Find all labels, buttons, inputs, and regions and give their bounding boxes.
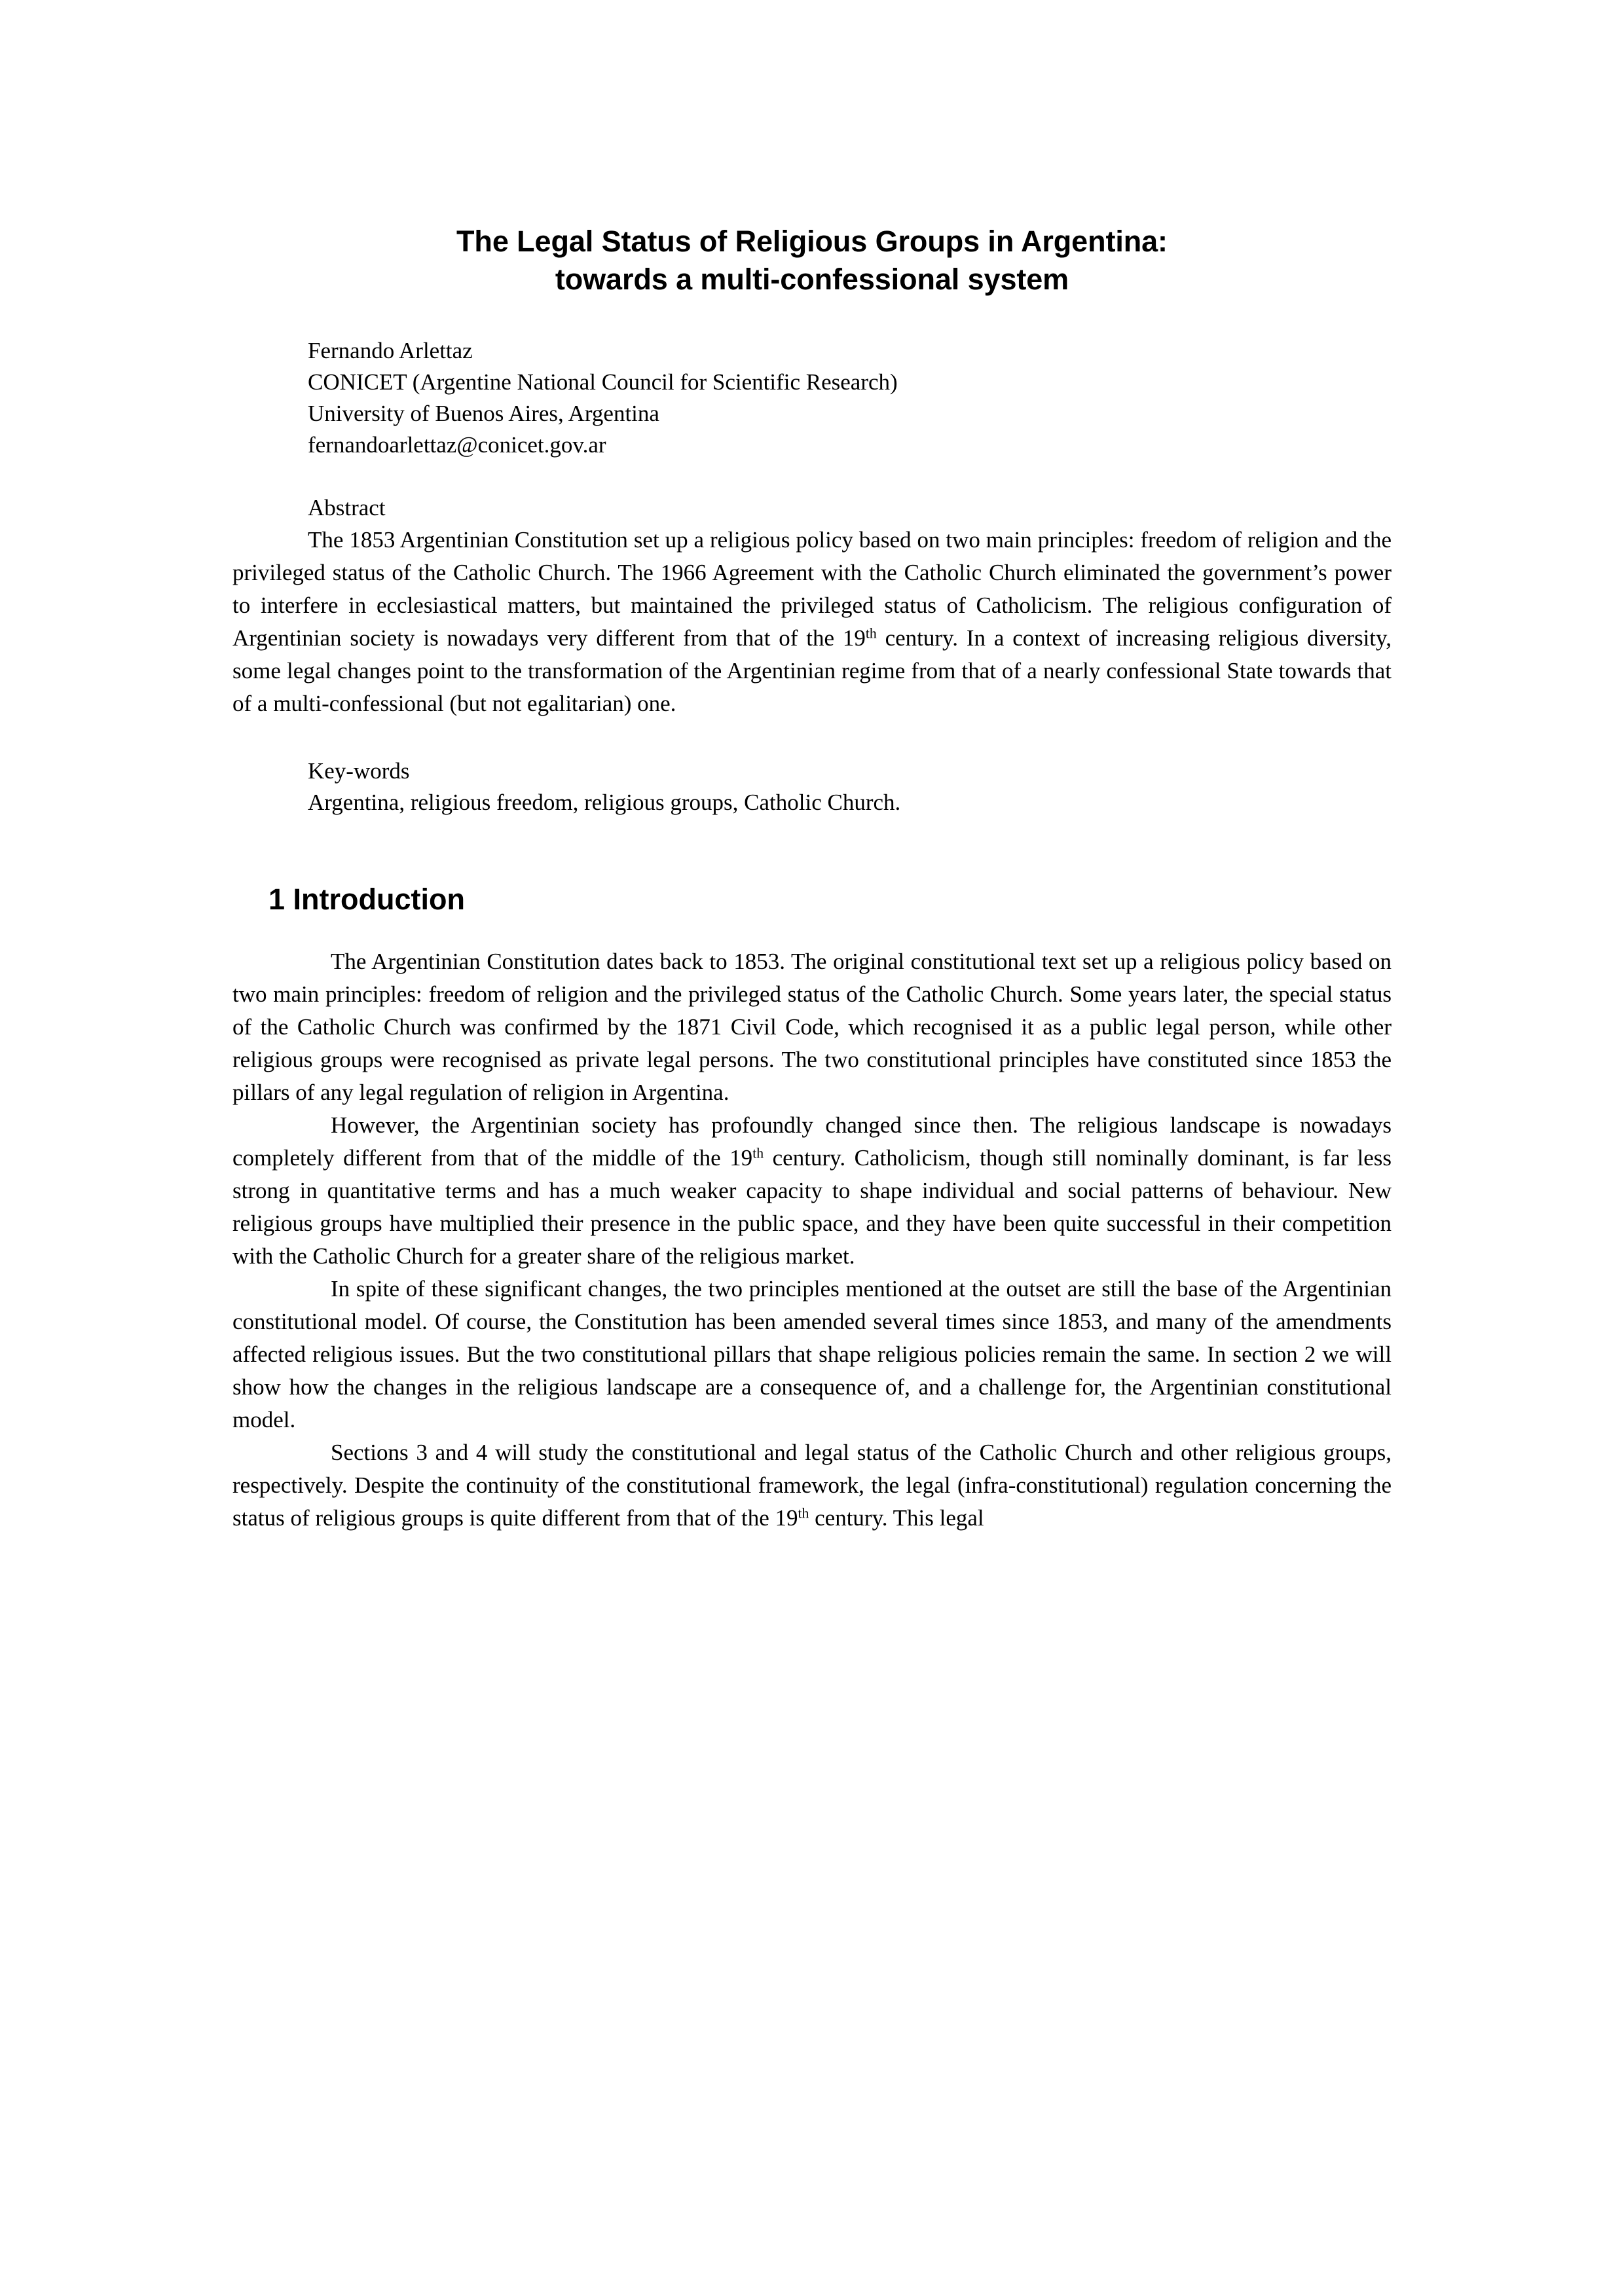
body-paragraph-2-part-2: century. Catholicism, though still nominally dominant, is far less strong in quantitative terms and has a much weaker capacity to shape individual and social patterns of behaviour. New religious groups have multiplied their presence in the public space, and they have been quite successful in their competition with the Catholic Church for a greater share of the religious market. xyxy=(232,1145,1392,1269)
abstract-ordinal-suffix: th xyxy=(865,625,877,642)
body-paragraph-2 xyxy=(232,1109,1392,1273)
paper-title xyxy=(232,223,1392,299)
abstract-text-part-2: century. In a context of increasing religious diversity, some legal changes point to the transformation of the Argentinian regime from that of a nearly confessional State towards that of a multi-confessional (but not egalitarian) one. xyxy=(232,625,1392,716)
author-name: Fernando Arlettaz xyxy=(308,338,473,363)
section-introduction-body xyxy=(232,945,1392,1535)
paper-title-line-1: The Legal Status of Religious Groups in Argentina: xyxy=(456,225,1168,258)
body-paragraph-2-part-1: However, the Argentinian society has profoundly changed since then. The religious landscape is nowadays completely different from that of the middle of the 19 xyxy=(232,1112,1392,1171)
body-paragraph-4-ordinal-suffix: th xyxy=(798,1505,809,1522)
body-paragraph-3 xyxy=(232,1273,1392,1436)
page-content-column xyxy=(232,0,1392,1535)
keywords-section xyxy=(232,756,1392,818)
abstract-text-part-1: The 1853 Argentinian Constitution set up a religious policy based on two main principles: freedom of religion and the privileged status of the Catholic Church. The 1966 Agreement with the Catholic Church eliminated the government’s power to interfere in ecclesiastical matters, but maintained the privileged status of Catholicism. The religious configuration of Argentinian society is nowadays very different from that of the 19 xyxy=(232,527,1392,651)
abstract-section xyxy=(232,492,1392,720)
author-email: fernandoarlettaz@conicet.gov.ar xyxy=(308,432,606,458)
abstract-paragraph xyxy=(232,524,1392,720)
body-paragraph-1 xyxy=(232,945,1392,1109)
body-paragraph-1-text: The Argentinian Constitution dates back to 1853. The original constitutional text set up a religious policy based on two main principles: freedom of religion and the privileged status of the Catholic Church. Some years later, the special status of the Catholic Church was confirmed by the 1871 Civil Code, which recognised it as a public legal person, while other religious groups were recognised as private legal persons. The two constitutional principles have constituted since 1853 the pillars of any legal regulation of religion in Argentina. xyxy=(232,949,1392,1105)
paper-title-line-2: towards a multi-confessional system xyxy=(555,263,1069,296)
section-heading-introduction: 1 Introduction xyxy=(268,883,465,916)
author-affiliation-primary: CONICET (Argentine National Council for Scientific Research) xyxy=(308,369,898,395)
author-affiliation-secondary: University of Buenos Aires, Argentina xyxy=(308,401,659,426)
keywords-value: Argentina, religious freedom, religious groups, Catholic Church. xyxy=(308,790,901,815)
keywords-label: Key-words xyxy=(308,758,410,784)
body-paragraph-4-part-1: Sections 3 and 4 will study the constitutional and legal status of the Catholic Church and other religious groups, respectively. Despite the continuity of the constitutional framework, the legal (infra-constitutional) regulation concerning the status of religious groups is quite different from that of the 19 xyxy=(232,1440,1392,1531)
body-paragraph-2-ordinal-suffix: th xyxy=(752,1145,764,1161)
author-block xyxy=(232,335,1392,461)
body-paragraph-3-text: In spite of these significant changes, the two principles mentioned at the outset are still the base of the Argentinian constitutional model. Of course, the Constitution has been amended several times since 1853, and many of the amendments affected religious issues. But the two constitutional pillars that shape religious policies remain the same. In section 2 we will show how the changes in the religious landscape are a consequence of, and a challenge for, the Argentinian constitutional model. xyxy=(232,1276,1392,1432)
body-paragraph-4-part-2: century. This legal xyxy=(809,1505,984,1531)
abstract-label: Abstract xyxy=(308,495,386,520)
body-paragraph-4 xyxy=(232,1436,1392,1535)
